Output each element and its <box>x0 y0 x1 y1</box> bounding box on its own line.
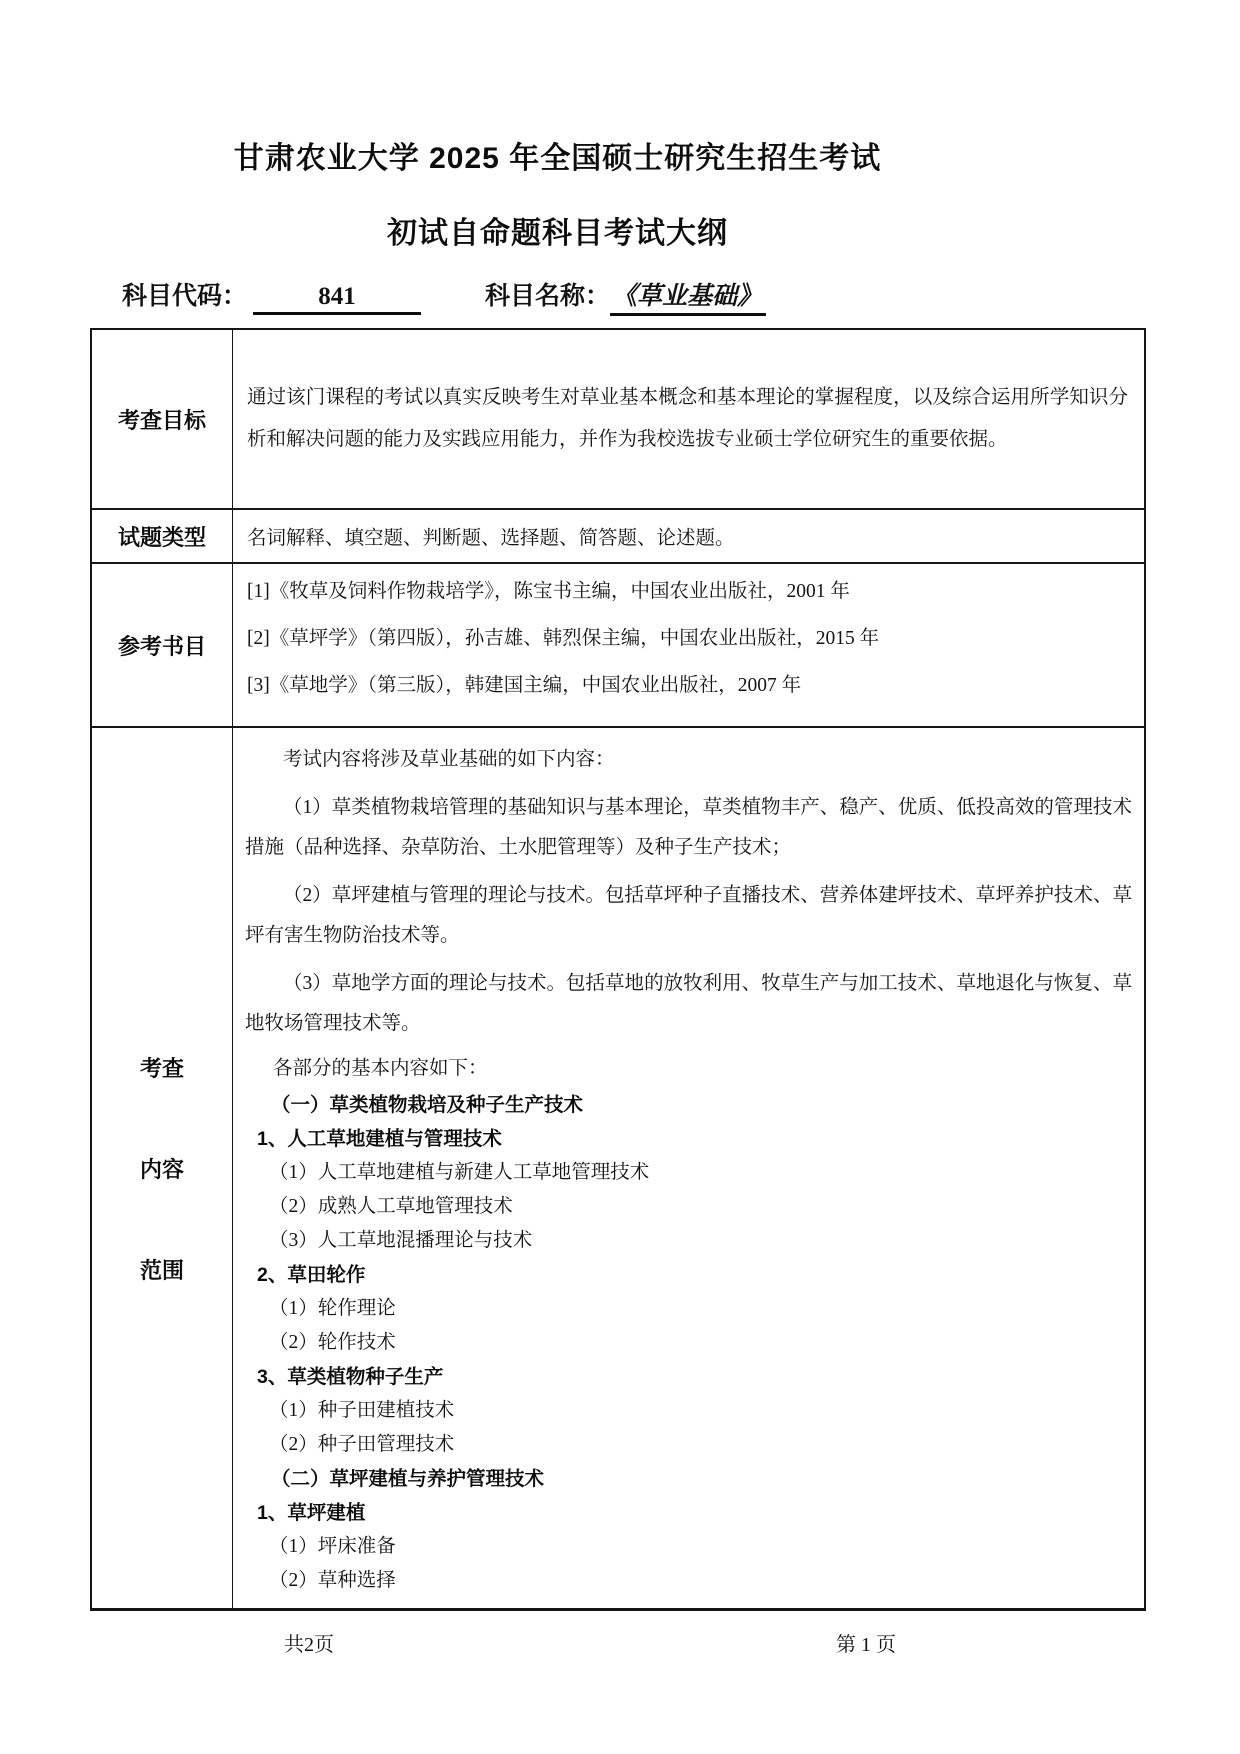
outline-item: （二）草坪建植与养护管理技术 <box>271 1468 545 1490</box>
scope-cell <box>233 728 1144 1608</box>
objective-cell <box>233 330 1144 508</box>
subject-name-value: 《草业基础》 <box>610 276 766 316</box>
outline-item: （1）种子田建植技术 <box>269 1400 455 1421</box>
objective-text: 通过该门课程的考试以真实反映考生对草业基本概念和基本理论的掌握程度，以及综合运用所学知识分析和解决问题的能力及实践应用能力，并作为我校选拔专业硕士学位研究生的重要依据。 <box>247 387 1128 450</box>
reference-book: [3]《草地学》（第三版），韩建国主编，中国农业出版社，2007 年 <box>247 675 802 696</box>
scope-paragraph: （2）草坪建植与管理的理论与技术。包括草坪种子直播技术、营养体建坪技术、草坪养护技术、草坪有害生物防治技术等。 <box>245 885 1132 946</box>
reference-book: [1]《牧草及饲料作物栽培学》，陈宝书主编，中国农业出版社，2001 年 <box>247 581 850 602</box>
outline-item: （1）人工草地建植与新建人工草地管理技术 <box>269 1162 650 1183</box>
subject-code-label: 科目代码： <box>122 282 248 310</box>
subject-code-value: 841 <box>253 283 421 315</box>
footer-total-pages: 共2页 <box>284 1634 334 1656</box>
syllabus-table <box>90 328 1146 1611</box>
question-types-text: 名词解释、填空题、判断题、选择题、简答题、论述题。 <box>247 528 735 549</box>
reference-book: [2]《草坪学》（第四版），孙吉雄、韩烈保主编，中国农业出版社，2015 年 <box>247 628 880 649</box>
table-row-references <box>92 562 1144 726</box>
title-line-2: 初试自命题科目考试大纲 <box>387 217 728 250</box>
scope-row-label <box>92 728 233 1608</box>
scope-label-line: 范围 <box>139 1257 184 1283</box>
question-types-row-label: 试题类型 <box>92 510 233 562</box>
scope-intro: 考试内容将涉及草业基础的如下内容： <box>283 749 615 770</box>
scope-basics-intro: 各部分的基本内容如下： <box>273 1058 488 1079</box>
scope-label-line: 考查 <box>139 1055 184 1081</box>
table-row-question-types <box>92 508 1144 562</box>
outline-item: 1、人工草地建植与管理技术 <box>257 1128 502 1150</box>
outline-item: （2）成熟人工草地管理技术 <box>269 1196 513 1217</box>
outline-item: （1）轮作理论 <box>269 1298 396 1319</box>
table-row-objective <box>92 330 1144 508</box>
outline-item: （一）草类植物栽培及种子生产技术 <box>271 1094 584 1116</box>
outline-item: 3、草类植物种子生产 <box>257 1366 444 1388</box>
question-types-cell <box>233 510 1144 562</box>
footer-page-number: 第 1 页 <box>836 1634 896 1656</box>
objective-row-label: 考查目标 <box>92 330 233 508</box>
scope-label-line: 内容 <box>139 1156 184 1182</box>
table-row-scope <box>92 726 1144 1608</box>
outline-item: （1）坪床准备 <box>269 1536 396 1557</box>
scope-paragraph: （3）草地学方面的理论与技术。包括草地的放牧利用、牧草生产与加工技术、草地退化与恢复、草地牧场管理技术等。 <box>245 973 1132 1034</box>
references-row-label: 参考书目 <box>92 564 233 726</box>
outline-item: （3）人工草地混播理论与技术 <box>269 1230 533 1251</box>
outline-item: （2）草种选择 <box>269 1570 396 1591</box>
references-cell <box>233 564 1144 726</box>
outline-item: （2）种子田管理技术 <box>269 1434 455 1455</box>
scope-paragraph: （1）草类植物栽培管理的基础知识与基本理论，草类植物丰产、稳产、优质、低投高效的管理技术措施（品种选择、杂草防治、土水肥管理等）及种子生产技术； <box>245 797 1132 858</box>
outline-item: （2）轮作技术 <box>269 1332 396 1353</box>
document-title <box>90 133 1025 252</box>
subject-name-label: 科目名称： <box>485 282 611 310</box>
outline-item: 2、草田轮作 <box>257 1264 366 1286</box>
subject-line <box>122 276 1148 316</box>
outline-item: 1、草坪建植 <box>257 1502 366 1524</box>
title-line-1: 甘肃农业大学 2025 年全国硕士研究生招生考试 <box>233 142 882 175</box>
